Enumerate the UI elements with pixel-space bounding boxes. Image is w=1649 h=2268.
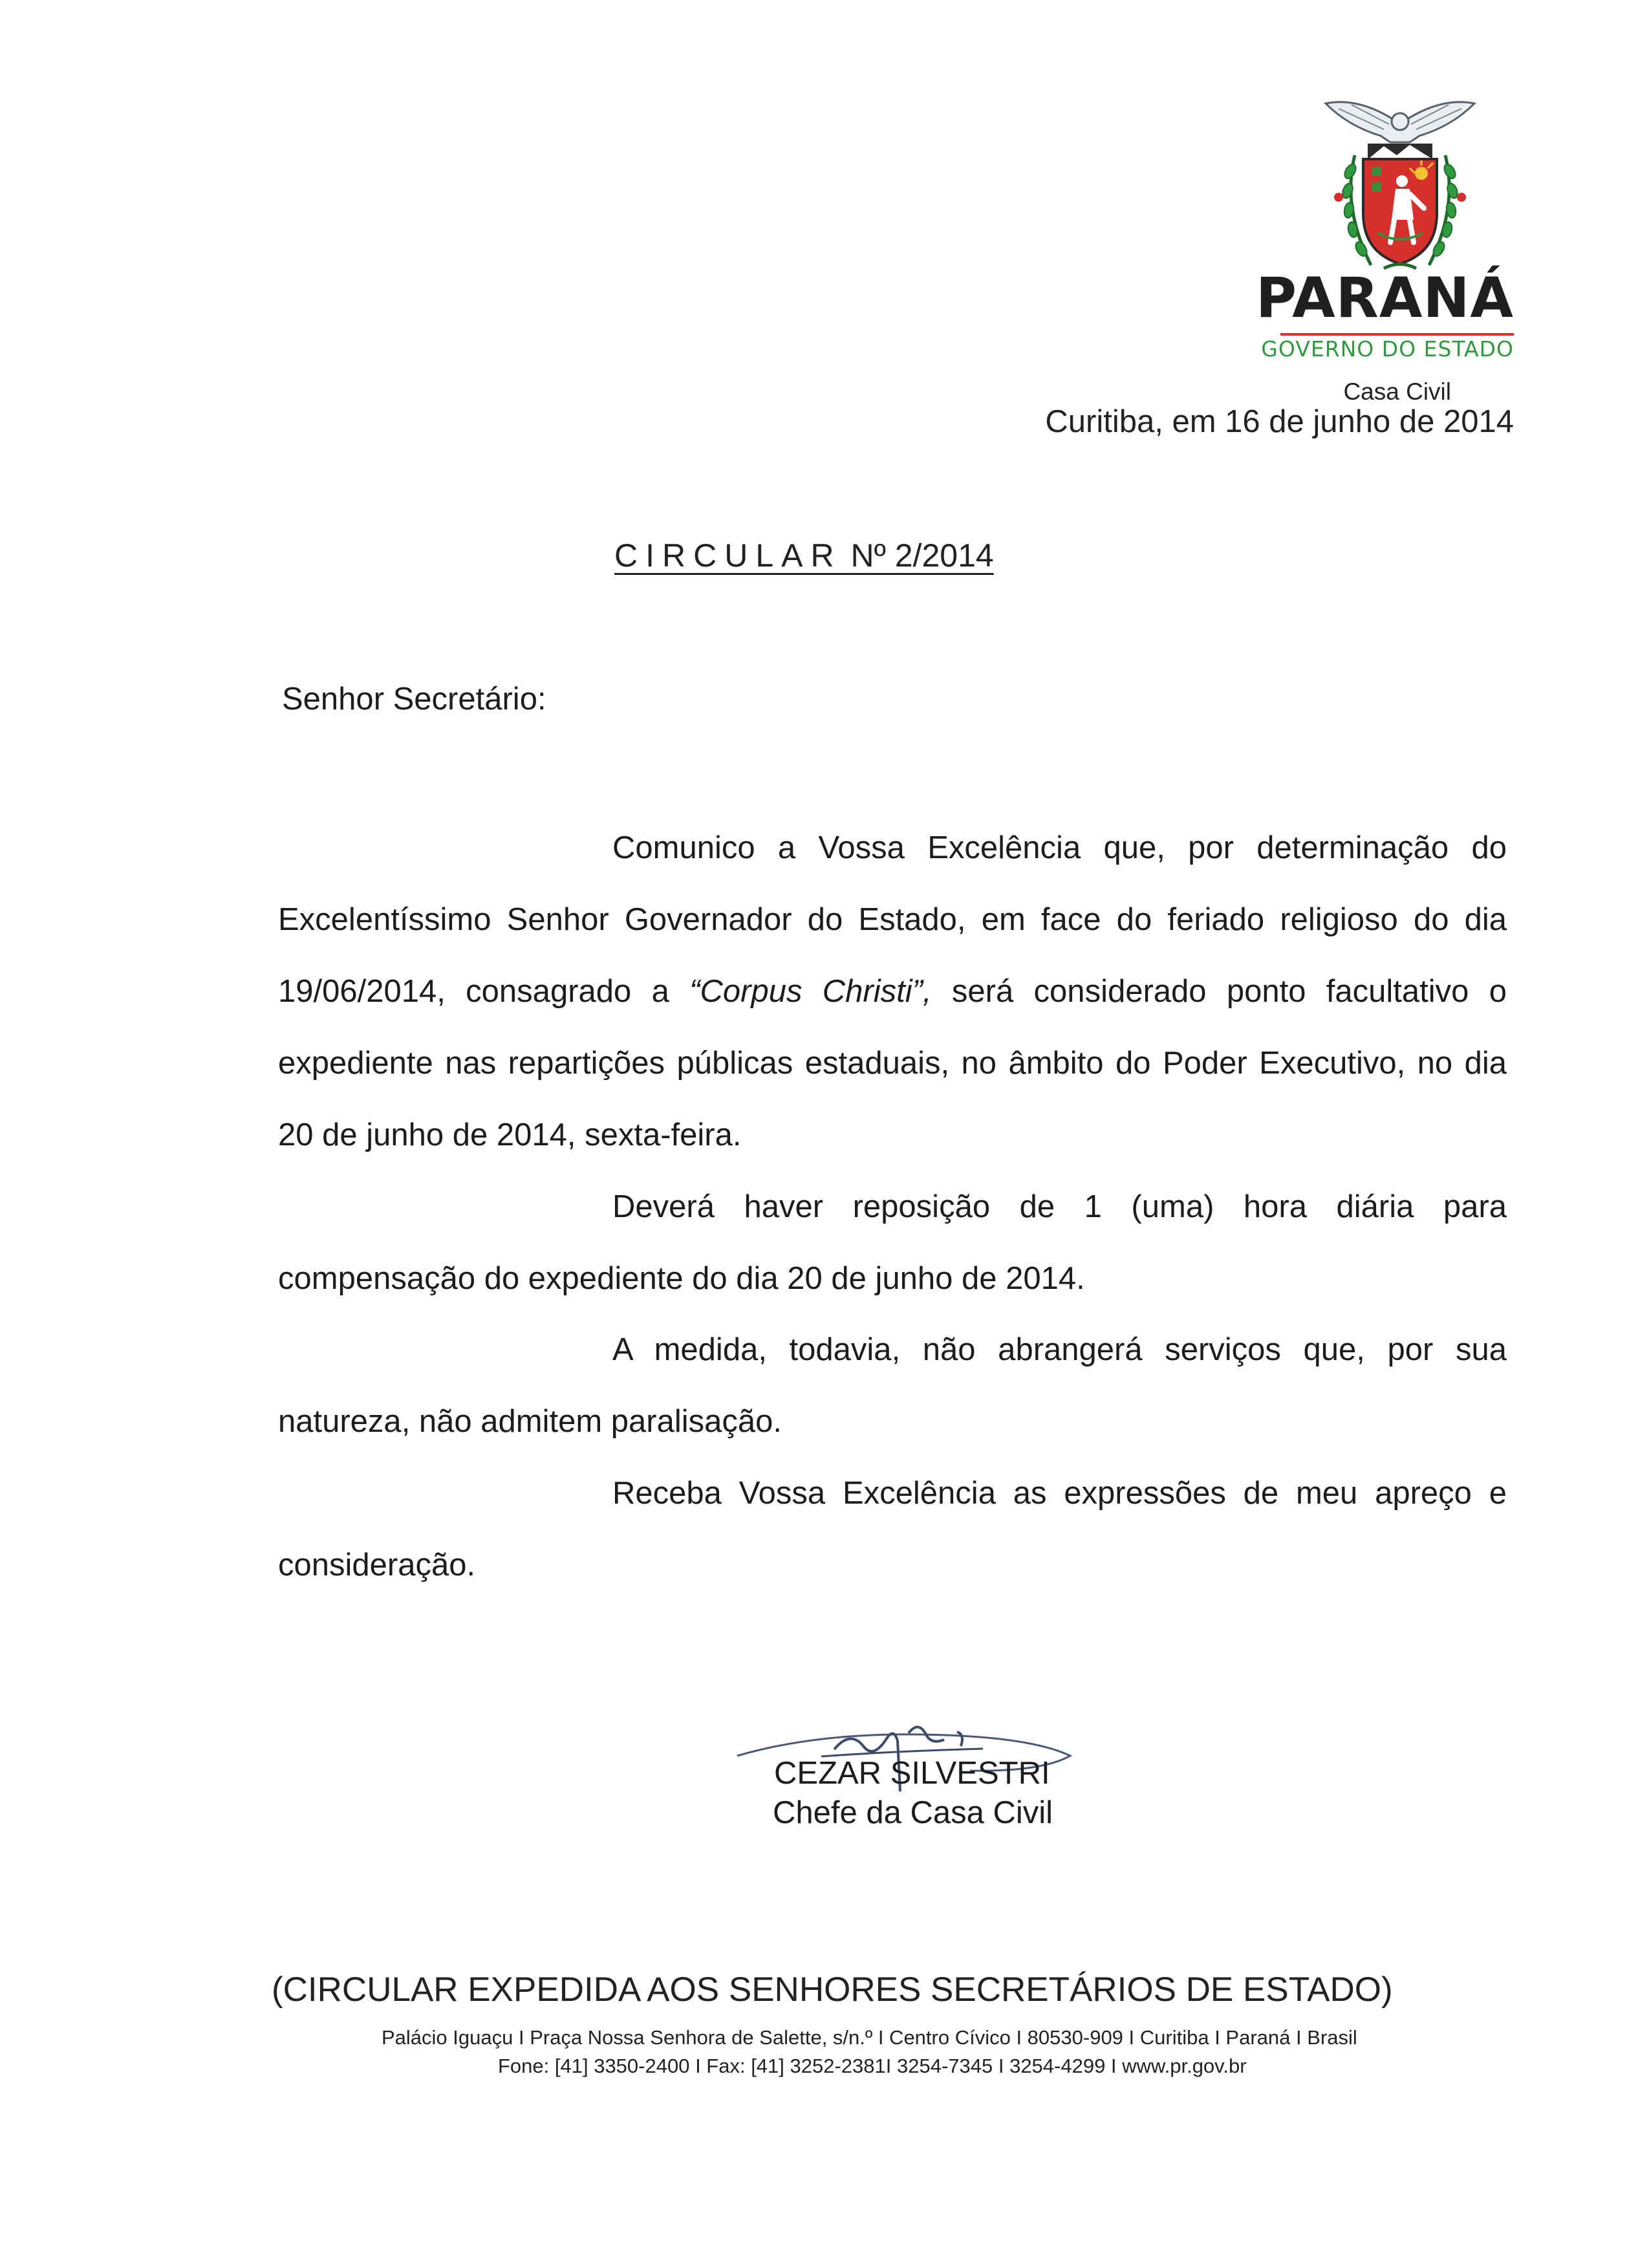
eagle-icon bbox=[1326, 102, 1474, 142]
paragraph-closing: Receba Vossa Excelência as expressões de meu apreço e consideração. bbox=[278, 1476, 1507, 1582]
salutation: Senhor Secretário: bbox=[282, 682, 546, 717]
brand-divider bbox=[1280, 333, 1514, 336]
paragraph-announcement bbox=[278, 812, 1507, 1171]
date-line: Curitiba, em 16 de junho de 2014 bbox=[1045, 404, 1514, 439]
signer-title: Chefe da Casa Civil bbox=[773, 1795, 1053, 1830]
title-word: CIRCULAR bbox=[614, 537, 842, 574]
distribution-note: (CIRCULAR EXPEDIDA AOS SENHORES SECRETÁRIOS DE ESTADO) bbox=[272, 1971, 1393, 2009]
paragraph-compensation: Deverá haver reposição de 1 (uma) hora diária para compensação do expediente do dia 20 de junho de 2014. bbox=[278, 1189, 1507, 1296]
signer-name: CEZAR SILVESTRI bbox=[774, 1756, 1050, 1791]
footer-address: Palácio Iguaçu I Praça Nossa Senhora de Salette, s/n.º I Centro Cívico I 80530-909 I Curitiba I Paraná I Brasil bbox=[382, 2026, 1357, 2049]
title-number: Nº 2/2014 bbox=[850, 537, 994, 574]
paragraph-text: Comunico a Vossa Excelência que, por determinação do Excelentíssimo Senhor Governador do Estado, em face do feriado religioso do dia 19/06/2014, consagrado a bbox=[278, 830, 1507, 1009]
footer-contact: Fone: [41] 3350-2400 I Fax: [41] 3252-2381I 3254-7345 I 3254-4299 I www.pr.gov.br bbox=[498, 2055, 1247, 2077]
department-label: Casa Civil bbox=[1343, 378, 1451, 405]
paragraph-exception: A medida, todavia, não abrangerá serviços que, por sua natureza, não admitem paralisação. bbox=[278, 1332, 1507, 1439]
holiday-name: “Corpus Christi”, bbox=[689, 974, 932, 1009]
coat-of-arms-icon bbox=[1313, 91, 1487, 278]
paragraph-text: será considerado ponto facultativo o expediente nas repartições públicas estaduais, no âmbito do Poder Executivo, no dia 20 de junho de 2014, sexta-feira. bbox=[278, 974, 1507, 1152]
brand-name: PARANÁ bbox=[1255, 266, 1514, 330]
brand-subtitle: GOVERNO DO ESTADO bbox=[1261, 336, 1514, 362]
document-title bbox=[614, 539, 994, 572]
